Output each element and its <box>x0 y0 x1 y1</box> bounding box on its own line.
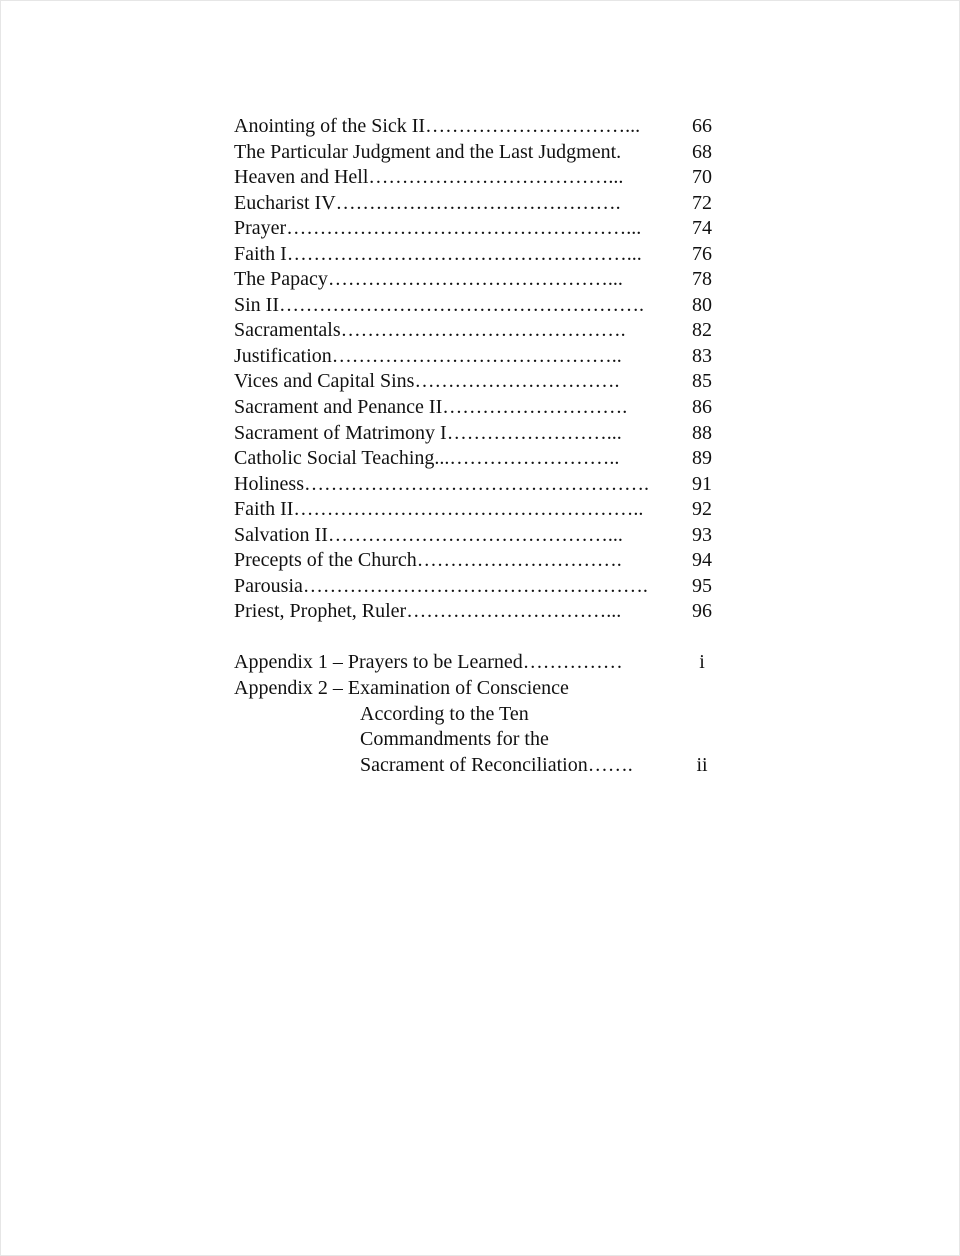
toc-entry-page: 78 <box>692 268 712 291</box>
appendix-1-title: Appendix 1 – Prayers to be Learned…………… <box>234 651 623 674</box>
toc-entry-title: Priest, Prophet, Ruler…………………………... <box>234 600 622 623</box>
appendix-2-row <box>234 676 734 702</box>
toc-row <box>234 599 734 625</box>
toc-entry-page: 94 <box>692 549 712 572</box>
toc-row <box>234 114 734 140</box>
toc-entry-title: Catholic Social Teaching...…………………….. <box>234 447 620 470</box>
toc-entry-title: Vices and Capital Sins…………………………. <box>234 370 620 393</box>
toc-entry-title: Sacramentals……………………………………. <box>234 319 626 342</box>
toc-entry-page: 72 <box>692 191 712 214</box>
appendix-1-row <box>234 650 734 676</box>
toc-row <box>234 395 734 421</box>
toc-row <box>234 242 734 268</box>
toc-entry-page: 74 <box>692 217 712 240</box>
toc-row <box>234 140 734 166</box>
toc-row <box>234 497 734 523</box>
toc-entry-page: 70 <box>692 166 712 189</box>
toc-entry-page: 95 <box>692 574 712 597</box>
toc-entry-title: Justification…………………………………….. <box>234 344 622 367</box>
section-spacer <box>234 625 734 651</box>
toc-row <box>234 369 734 395</box>
toc-entry-page: 91 <box>692 472 712 495</box>
toc-entry-page: 92 <box>692 498 712 521</box>
appendix-2-title-continued: Sacrament of Reconciliation……. <box>360 753 633 776</box>
toc-entry-page: 82 <box>692 319 712 342</box>
toc-row <box>234 216 734 242</box>
toc-row <box>234 548 734 574</box>
toc-entry-title: Parousia……………………………………………. <box>234 574 648 597</box>
toc-entry-title: Faith II…………………………………………….. <box>234 498 644 521</box>
toc-entry-title: The Particular Judgment and the Last Judgment. <box>234 140 622 163</box>
appendix-2-title: Appendix 2 – Examination of Conscience <box>234 677 569 700</box>
toc-entry-page: 93 <box>692 523 712 546</box>
toc-entry-title: Holiness……………………………………………. <box>234 472 649 495</box>
toc-entry-page: 68 <box>692 140 712 163</box>
appendix-2-page: ii <box>696 753 708 776</box>
toc-row <box>234 344 734 370</box>
toc-entry-title: Anointing of the Sick II…………………………... <box>234 115 641 137</box>
appendix-1-page: i <box>699 651 705 674</box>
appendix-2-row <box>234 753 734 779</box>
toc-entry-page: 96 <box>692 600 712 623</box>
toc-row <box>234 446 734 472</box>
toc-entry-title: Precepts of the Church…………………………. <box>234 549 622 572</box>
toc-entry-page: 76 <box>692 242 712 265</box>
appendix-2-row <box>234 727 734 753</box>
toc-entry-page: 83 <box>692 344 712 367</box>
toc-entry-page: 85 <box>692 370 712 393</box>
toc-row <box>234 472 734 498</box>
toc-entry-title: Eucharist IV……………………………………. <box>234 191 621 214</box>
toc-entry-title: Sacrament and Penance II………………………. <box>234 396 628 419</box>
toc-entry-title: Sin II………………………………………………. <box>234 293 644 316</box>
toc-row <box>234 293 734 319</box>
toc-entry-page: 89 <box>692 447 712 470</box>
toc-entry-title: The Papacy……………………………………... <box>234 268 623 291</box>
toc-entry-page: 66 <box>692 115 712 137</box>
toc-row <box>234 574 734 600</box>
toc-row <box>234 523 734 549</box>
appendix-2-title-continued: Commandments for the <box>360 728 549 751</box>
toc-entry-title: Heaven and Hell………………………………... <box>234 166 624 189</box>
appendix-2-row <box>234 702 734 728</box>
toc-entry-title: Faith I……………………………………………... <box>234 242 642 265</box>
toc-entry-title: Salvation II……………………………………... <box>234 523 623 546</box>
toc-row <box>234 191 734 217</box>
toc-entry-page: 80 <box>692 293 712 316</box>
toc-entry-page: 88 <box>692 421 712 444</box>
toc-entry-title: Prayer……………………………………………... <box>234 217 642 240</box>
toc-entry-page: 86 <box>692 396 712 419</box>
toc-row <box>234 421 734 447</box>
toc-row <box>234 318 734 344</box>
toc-row <box>234 165 734 191</box>
toc-row <box>234 267 734 293</box>
appendix-2-title-continued: According to the Ten <box>360 702 529 725</box>
toc-entry-title: Sacrament of Matrimony I……………………... <box>234 421 622 444</box>
table-of-contents <box>234 114 734 778</box>
